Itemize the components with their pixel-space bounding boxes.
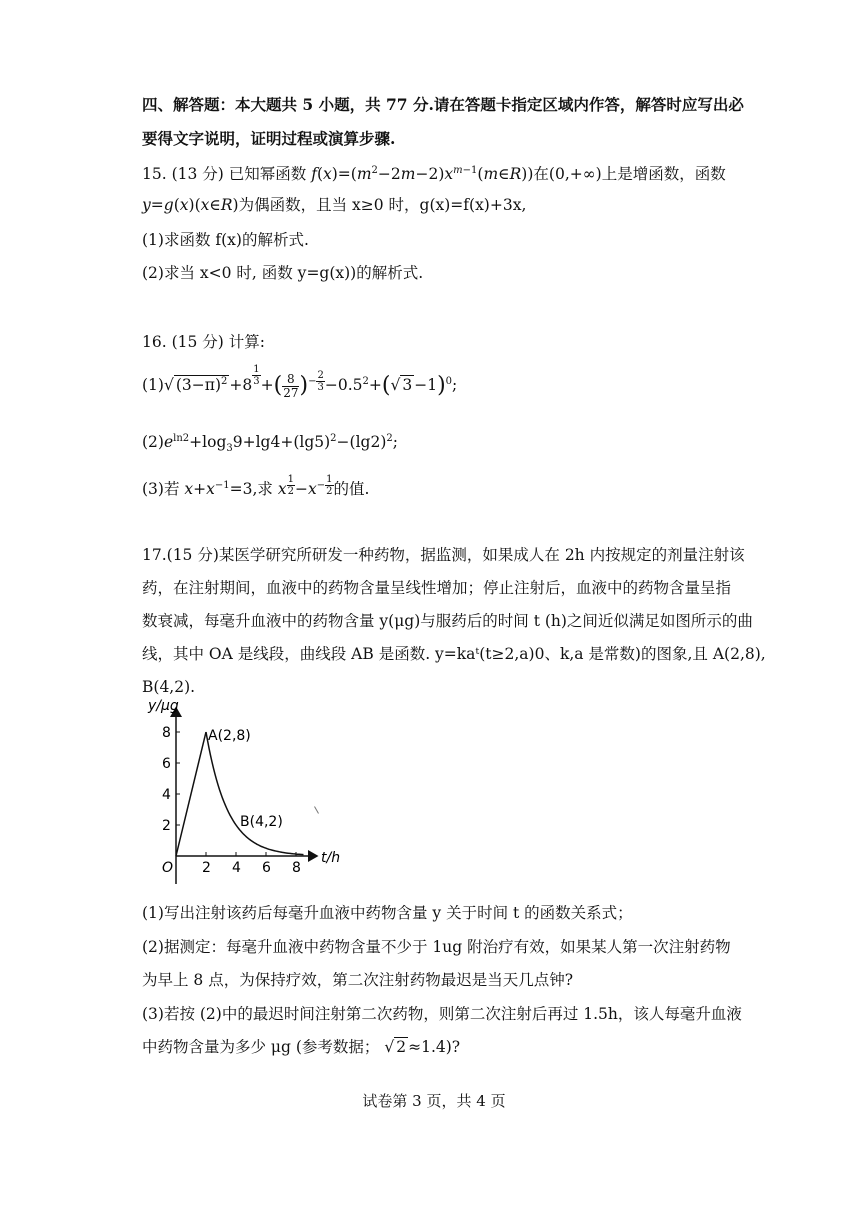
q16-part1-expr: √ $(3-\pi)^2 +8$ $\frac{1}{3}$ +( $\frac{8}{27}$ )$^{- \frac{2}{3}}$ $-0.5^2+(√$ 3 −1)$^0$; xyxy=(163,364,458,400)
origin-label: O xyxy=(162,860,174,876)
q16-head: 16. (15 分) 计算: xyxy=(142,333,265,351)
chart-marks xyxy=(176,728,304,856)
q17-part2-line1: (2)据测定：每毫升血液中药物含量不少于 1ug 附治疗有效，如果某人第一次注射药物 xyxy=(142,938,731,956)
q17-part3-line1: (3)若按 (2)中的最迟时间注射第二次药物，则第二次注射后再过 1.5h，该人每毫升血液 xyxy=(142,1005,742,1023)
q16-part3-tail: 的值. xyxy=(333,480,370,499)
q16-part2 xyxy=(142,428,398,460)
q15-function-formula: $f(x)=(m^2-2m-2)x^{m-1}(m\in R)$) xyxy=(311,165,534,184)
sqrt2-symbol: √ 2 xyxy=(384,1038,407,1056)
q16-part2-label: (2) xyxy=(142,433,164,452)
q16-part1-label: (1) xyxy=(142,376,164,395)
x-axis-label: t/h xyxy=(321,850,340,866)
x-tick-label: 2 xyxy=(202,860,211,876)
q16-part3-label: (3)若 xyxy=(142,480,180,499)
y-tick-label: 4 xyxy=(162,787,171,803)
q15-part1: (1)求函数 f(x)的解析式. xyxy=(142,231,309,249)
y-tick-label: 2 xyxy=(162,818,171,834)
q15-line2 xyxy=(142,194,526,216)
page-footer: 试卷第 3 页，共 4 页 xyxy=(362,1092,506,1110)
q17-part1: (1)写出注射该药后每毫升血液中药物含量 y 关于时间 t 的函数关系式； xyxy=(142,904,633,922)
x-tick-label: 6 xyxy=(262,860,271,876)
q15-g-def: y=g(x)(x∈R) xyxy=(142,196,239,214)
q17-line4: 线，其中 OA 是线段，曲线段 AB 是函数. y=kaᵗ(t≥2,a)0、k,a 是常数)的图象,且 A(2,8), xyxy=(142,645,766,663)
q17-line5: B(4,2). xyxy=(142,678,196,696)
chart-axes xyxy=(147,698,340,884)
q17-line3: 数衰减，每毫升血液中的药物含量 y(μg)与服药后的时间 t (h)之间近似满足如图所示的曲 xyxy=(142,612,753,630)
q16-part3 xyxy=(142,474,369,500)
q15-line1-prefix: 15. (13 分) 已知幂函数 xyxy=(142,165,307,184)
x-tick-label: 4 xyxy=(232,860,241,876)
q15-line1-suffix: 在(0,+∞)上是增函数，函数 xyxy=(533,165,726,184)
segment-OA xyxy=(176,732,206,856)
y-tick-label: 8 xyxy=(162,725,171,741)
y-tick-label: 6 xyxy=(162,756,171,772)
curve-AB xyxy=(206,732,304,855)
q17-line1: 17.(15 分)某医学研究所研发一种药物，据监测，如果成人在 2h 内按规定的剂量注射该 xyxy=(142,546,745,564)
q16-part2-expr: $e^{ln2}+\log_39+\lg 4+(\lg 5)^2-(\lg 2)^2$; xyxy=(163,433,398,455)
q17-part2-line2: 为早上 8 点，为保持疗效，第二次注射药物最迟是当天几点钟? xyxy=(142,971,574,989)
q17-part3-line2-prefix: 中药物含量为多少 μg (参考数据； xyxy=(142,1038,380,1056)
point-B-label: B(4,2) xyxy=(240,814,283,830)
section-heading-line1: 四、解答题：本大题共 5 小题，共 77 分.请在答题卡指定区域内作答，解答时应写出必 xyxy=(142,95,744,114)
point-A-label: A(2,8) xyxy=(208,728,251,744)
drug-concentration-chart xyxy=(140,694,340,884)
q15-line1 xyxy=(142,160,726,185)
q16-part1 xyxy=(142,364,457,403)
x-tick-label: 8 xyxy=(292,860,301,876)
y-axis-label: y/μg xyxy=(148,698,179,714)
q15-part2: (2)求当 x<0 时, 函数 y=g(x))的解析式. xyxy=(142,264,424,282)
q17-line2: 药，在注射期间，血液中的药物含量呈线性增加；停止注射后，血液中的药物含量呈指 xyxy=(142,579,732,597)
q17-part3-line2 xyxy=(142,1036,460,1058)
q17-part3-line2-suffix: ≈1.4)? xyxy=(408,1038,461,1056)
q16-part3-expr: $x+x^{-1}=3$,求 x $^{\frac{1}{2}}$ $-x^{- \frac{1}{2}}$ xyxy=(184,474,333,499)
section-heading-line2: 要得文字说明，证明过程或演算步骤. xyxy=(142,129,396,148)
q15-line2-text: 为偶函数，且当 x≥0 时，g(x)=f(x)+3x, xyxy=(238,196,527,214)
